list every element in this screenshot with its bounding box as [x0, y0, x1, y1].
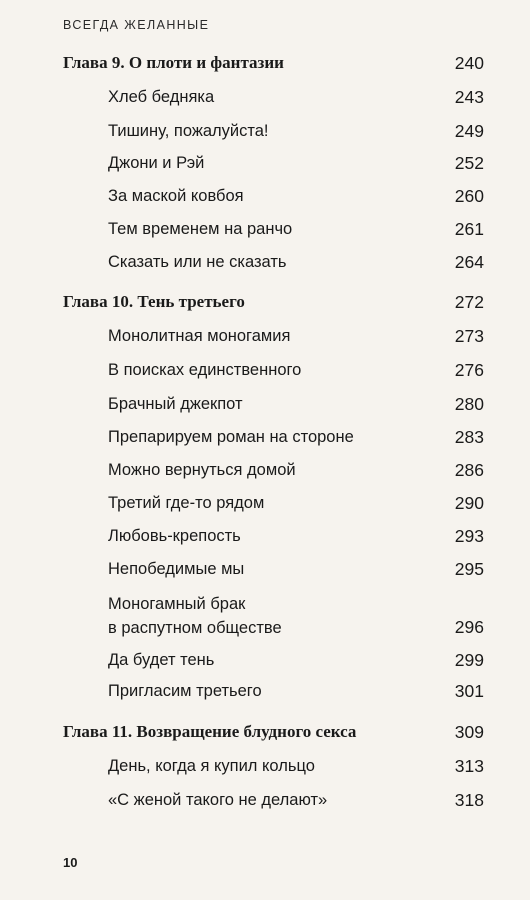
- toc-section[interactable]: [0, 789, 530, 815]
- toc-entry-page: 318: [454, 790, 484, 810]
- toc-entry-page: 286: [454, 460, 484, 480]
- toc-entry-page: 261: [454, 219, 484, 239]
- toc-entry-title: Моногамный брак в распутном обществе: [108, 595, 282, 637]
- toc-section[interactable]: [0, 152, 530, 178]
- toc-entry-page: 276: [454, 360, 484, 380]
- toc-section[interactable]: [0, 492, 530, 518]
- toc-entry-title: Монолитная моногамия: [108, 327, 291, 345]
- toc-section[interactable]: [0, 649, 530, 675]
- toc-entry-title: Тишину, пожалуйста!: [108, 122, 269, 140]
- toc-entry-page: 293: [454, 526, 484, 546]
- toc-entry-title: Тем временем на ранчо: [108, 220, 293, 238]
- running-head: ВСЕГДА ЖЕЛАННЫЕ: [63, 18, 210, 32]
- toc-entry-title: Брачный джекпот: [108, 395, 243, 413]
- toc-chapter-10[interactable]: [0, 291, 530, 317]
- toc-section[interactable]: [0, 86, 530, 112]
- toc-entry-title: Да будет тень: [108, 651, 215, 669]
- toc-entry-page: 273: [454, 326, 484, 346]
- toc-entry-title: Непобедимые мы: [108, 560, 245, 578]
- page-number: 10: [63, 855, 78, 870]
- toc-entry-page: 301: [454, 681, 484, 701]
- toc-entry-title: В поисках единственного: [108, 361, 302, 379]
- toc-entry-title: Хлеб бедняка: [108, 88, 215, 106]
- toc-entry-title: За маской ковбоя: [108, 187, 244, 205]
- toc-entry-page: 272: [454, 292, 484, 312]
- toc-entry-page: 309: [454, 722, 484, 742]
- toc-entry-page: 252: [454, 153, 484, 173]
- toc-entry-title: День, когда я купил кольцо: [108, 757, 315, 775]
- toc-entry-title: Третий где-то рядом: [108, 494, 265, 512]
- toc-section[interactable]: [0, 251, 530, 277]
- toc-entry-page: 290: [454, 493, 484, 513]
- toc-entry-title: Глава 11. Возвращение блудного секса: [63, 722, 357, 741]
- toc-entry-page: 280: [454, 394, 484, 414]
- toc-section[interactable]: [0, 185, 530, 211]
- toc-entry-page: 260: [454, 186, 484, 206]
- toc-entry-title: Пригласим третьего: [108, 682, 262, 700]
- toc-entry-title: «С женой такого не делают»: [108, 791, 328, 809]
- toc-entry-page: 240: [454, 53, 484, 73]
- toc-entry-page: 243: [454, 87, 484, 107]
- toc-chapter-9[interactable]: [0, 52, 530, 78]
- toc-section[interactable]: [0, 680, 530, 706]
- toc-entry-title: Сказать или не сказать: [108, 253, 287, 271]
- toc-section[interactable]: [0, 426, 530, 452]
- toc-section[interactable]: [0, 459, 530, 485]
- toc-entry-title: Глава 10. Тень третьего: [63, 292, 245, 311]
- toc-entry-page: 249: [454, 121, 484, 141]
- toc-section[interactable]: [0, 755, 530, 781]
- toc-chapter-11[interactable]: [0, 721, 530, 747]
- toc-entry-title: Глава 9. О плоти и фантазии: [63, 53, 284, 72]
- toc-entry-title: Препарируем роман на стороне: [108, 428, 354, 446]
- toc-entry-page: 264: [454, 252, 484, 272]
- toc-entry-page: 295: [454, 559, 484, 579]
- toc-entry-page: 283: [454, 427, 484, 447]
- toc-section[interactable]: [0, 592, 530, 640]
- toc-entry-page: 313: [454, 756, 484, 776]
- toc-section[interactable]: [0, 525, 530, 551]
- toc-entry-page: 299: [454, 650, 484, 670]
- toc-section[interactable]: [0, 218, 530, 244]
- toc-section[interactable]: [0, 359, 530, 385]
- toc-entry-page: 296: [454, 617, 484, 637]
- toc-section[interactable]: [0, 325, 530, 351]
- toc-entry-title: Любовь-крепость: [108, 527, 241, 545]
- toc-entry-title: Можно вернуться домой: [108, 461, 296, 479]
- toc-section[interactable]: [0, 558, 530, 584]
- toc-section[interactable]: [0, 120, 530, 146]
- toc-entry-title: Джони и Рэй: [108, 154, 205, 172]
- toc-section[interactable]: [0, 393, 530, 419]
